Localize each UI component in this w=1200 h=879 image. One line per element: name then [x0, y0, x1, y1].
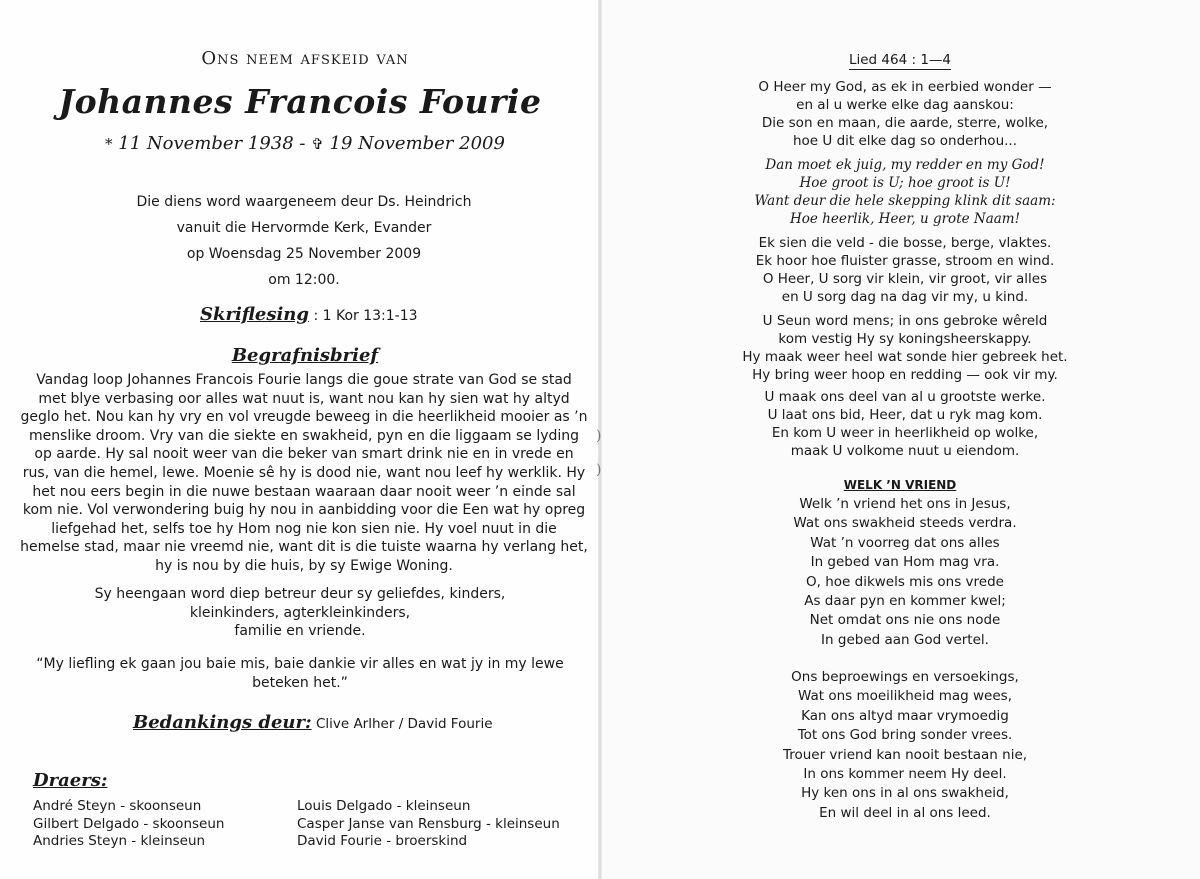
verse-line: Hoe groot is U; hoe groot is U!	[799, 175, 1011, 191]
hymn-stanza-1	[600, 495, 1200, 650]
verse-line: maak U volkome nuut u eiendom.	[790, 443, 1020, 459]
hymn-line: Net omdat ons nie ons node	[809, 612, 1001, 629]
hymn-line: Wat ’n voorreg dat ons alles	[810, 534, 1000, 551]
mourners-line: familie en vriende.	[234, 623, 366, 640]
bearers-list-left	[33, 798, 224, 851]
service-line-3: op Woensdag 25 November 2009	[186, 246, 422, 262]
hymn-line: In ons kommer neem Hy deel.	[803, 766, 1007, 783]
letter-line: hemelse stad, maar nie vreemd nie, want dit is die tuiste waarna hy verlang het,	[20, 539, 588, 556]
letter-line: Vandag loop Johannes Francois Fourie langs die goue strate van God se stad	[36, 372, 572, 388]
letter-line: rus, van die hemel, lewe. Moenie sê hy is dood nie, want nou leef hy werklik. Hy	[22, 464, 586, 481]
farewell-header: Ons neem afskeid van	[201, 48, 409, 69]
verse-line: O Heer my God, as ek in eerbied wonder —	[758, 79, 1052, 95]
verse-line: en al u werke elke dag aanskou:	[796, 97, 1014, 113]
letter-title: Begrafnisbrief	[231, 345, 379, 366]
verse-line: kom vestig Hy sy koningsheerskappy.	[778, 331, 1032, 347]
verse-line: Ek hoor hoe fluister grasse, stroom en wind.	[755, 253, 1055, 269]
bearer-item: Gilbert Delgado - skoonseun	[33, 815, 225, 832]
thanks-line	[133, 712, 493, 733]
hymn-line: Tot ons God bring sonder vrees.	[797, 727, 1013, 744]
verse-line: Hy maak weer heel wat sonde hier gebreek het.	[742, 349, 1068, 365]
verse-line: U Seun word mens; in ons gebroke wêreld	[762, 313, 1048, 329]
bearer-item: André Steyn - skoonseun	[33, 798, 202, 814]
hymn-line: Wat ons moeilikheid mag wees,	[797, 688, 1012, 705]
bearers-list-right	[297, 798, 560, 851]
hymn-line: Wat ons swakheid steeds verdra.	[793, 515, 1017, 532]
letter-line: liefgehad het, selfs toe hy Hom nog nie kon sien nie. Hy voel nuut in die	[51, 520, 557, 537]
life-dates	[0, 133, 610, 154]
hymn-line: Trouer vriend kan nooit bestaan nie,	[782, 746, 1028, 763]
song-verse-3	[600, 312, 1200, 384]
hymn-line: In gebed aan God vertel.	[821, 631, 989, 648]
letter-line: menslike droom. Vry van die siekte en swakheid, pyn en die liggaam se lyding	[28, 427, 580, 444]
thanks-value: Clive Arlher / David Fourie	[315, 716, 493, 732]
letter-line: op aarde. Hy sal nooit weer van die beker van smart drink nie en in vrede en	[34, 446, 574, 463]
bearers-title-wrap	[33, 770, 107, 791]
letter-line: geglo het. Nou kan hy vry en vol vreugde beweeg in die heerlikheid mooier as ’n	[20, 409, 588, 426]
bearer-item: Casper Janse van Rensburg - kleinseun	[297, 815, 560, 832]
verse-line: Die son en maan, die aarde, sterre, wolke,	[761, 115, 1049, 131]
service-line-1: Die diens word waargeneem deur Ds. Heindrich	[136, 194, 472, 210]
song-verse-1	[600, 78, 1200, 150]
hymn-line: As daar pyn en kommer kwel;	[804, 593, 1006, 610]
letter-line: het nou eers begin in die nuwe bestaan waaraan daar nooit weer ’n einde sal	[32, 483, 576, 500]
margin-mark: )	[596, 462, 602, 478]
scripture-value: : 1 Kor 13:1-13	[313, 308, 418, 324]
hymn-stanza-2	[600, 668, 1200, 823]
thanks-label: Bedankings deur:	[133, 712, 312, 733]
service-line-2: vanuit die Hervormde Kerk, Evander	[176, 220, 432, 236]
hymn-line: Kan ons altyd maar vrymoedig	[801, 707, 1009, 724]
date-separator: -	[293, 133, 312, 154]
hymn-line: Welk ’n vriend het ons in Jesus,	[799, 496, 1011, 512]
letter-line: kom nie. Vol verwondering buig hy nou in aanbidding voor die Een wat hy opreg	[22, 502, 586, 519]
song-verse-4	[600, 388, 1200, 460]
letter-line: hy is nou by die huis, by sy Ewige Woning.	[155, 557, 453, 574]
hymn-line: En wil deel in al ons leed.	[819, 804, 991, 821]
birth-date: 11 November 1938	[118, 133, 294, 154]
verse-line: U laat ons bid, Heer, dat u ryk mag kom.	[767, 407, 1043, 423]
verse-line: Ek sien die veld - die bosse, berge, vlaktes.	[758, 235, 1052, 251]
verse-line: Dan moet ek juig, my redder en my God!	[765, 157, 1045, 173]
birth-star-icon: *	[105, 135, 113, 153]
verse-line: En kom U weer in heerlikheid op wolke,	[771, 425, 1039, 441]
hymn-line: In gebed van Hom mag vra.	[810, 554, 1000, 571]
bearer-item: Louis Delgado - kleinseun	[297, 798, 471, 814]
hymn-title: WELK ’N VRIEND	[843, 478, 957, 492]
song-verse-2	[600, 234, 1200, 306]
mourners-line: kleinkinders, agterkleinkinders,	[189, 604, 411, 621]
hymn-line: O, hoe dikwels mis ons vrede	[806, 573, 1004, 590]
song-title: Lied 464 : 1—4	[848, 52, 951, 68]
bearer-item: David Fourie - broerskind	[297, 833, 468, 850]
farewell-quote	[20, 655, 580, 692]
mourners-line: Sy heengaan word diep betreur deur sy geliefdes, kinders,	[94, 586, 506, 602]
death-date: 19 November 2009	[329, 133, 505, 154]
verse-line: Hy bring weer hoop en redding — ook vir my.	[752, 367, 1058, 383]
hymn-line: Hy ken ons in al ons swakheid,	[801, 785, 1009, 802]
scripture-label: Skriflesing	[200, 304, 309, 325]
verse-line: Hoe heerlik, Heer, u grote Naam!	[789, 211, 1021, 227]
verse-line: Want deur die hele skepping klink dit saam:	[754, 193, 1056, 209]
funeral-letter	[14, 371, 594, 576]
hymn-title-wrap	[600, 478, 1200, 492]
margin-mark: )	[596, 428, 602, 444]
letter-line: met blye verbasing oor alles wat nuut is, want nou kan hy sien wat hy altyd	[38, 390, 570, 407]
letter-title-wrap	[0, 345, 610, 366]
verse-line: hoe U dit elke dag so onderhou...	[792, 133, 1017, 149]
quote-line: “My liefling ek gaan jou baie mis, baie dankie vir alles en wat jy in my lewe	[36, 656, 564, 672]
hymn-line: Ons beproewings en versoekings,	[791, 669, 1019, 685]
verse-line: en U sorg dag na dag vir my, u kind.	[781, 289, 1029, 305]
scripture-reading	[200, 304, 418, 325]
verse-line: O Heer, U sorg vir klein, vir groot, vir alles	[762, 271, 1048, 287]
bearers-title: Draers:	[33, 770, 108, 791]
song-title-wrap	[600, 52, 1200, 68]
service-line-4: om 12:00.	[268, 272, 340, 288]
song-chorus	[600, 156, 1200, 228]
bearer-item: Andries Steyn - kleinseun	[33, 833, 206, 850]
quote-line: beteken het.”	[252, 674, 348, 691]
verse-line: U maak ons deel van al u grootste werke.	[764, 389, 1046, 405]
mourners-text	[0, 585, 600, 641]
death-cross-icon: ✞	[311, 135, 324, 153]
deceased-name: Johannes Francois Fourie	[58, 82, 542, 121]
